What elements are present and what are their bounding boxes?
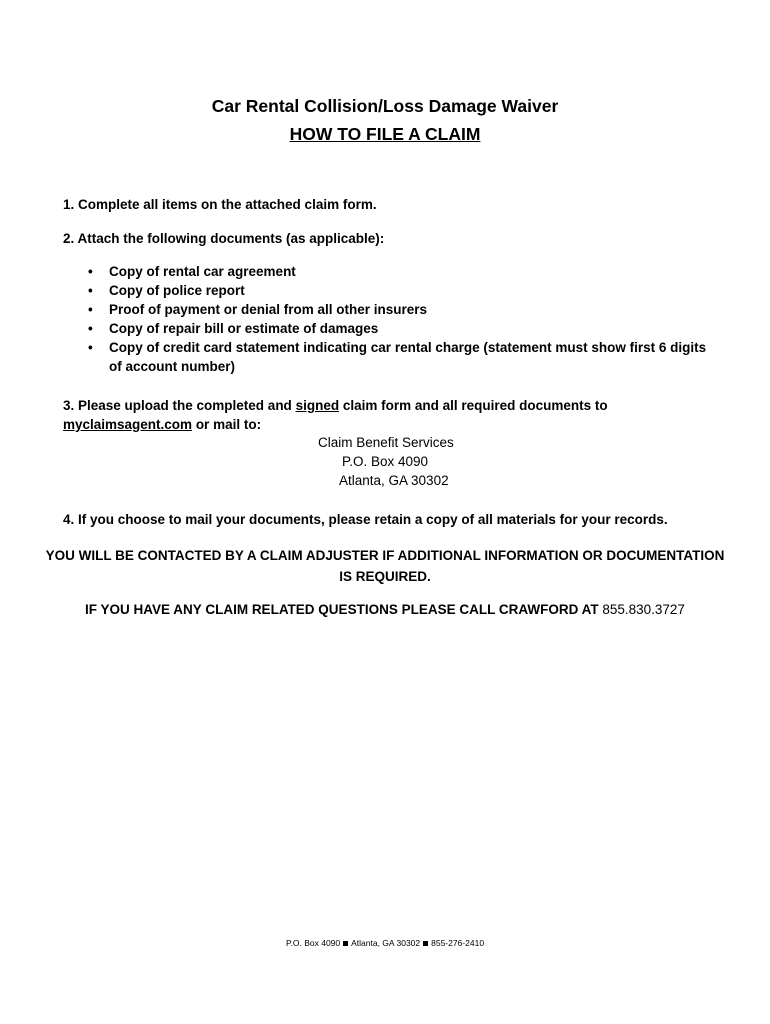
square-bullet-icon [343, 941, 348, 946]
step-3 [63, 396, 713, 415]
bullet-icon: • [88, 321, 93, 336]
bullet-icon: • [88, 264, 93, 279]
bullet-icon: • [88, 283, 93, 298]
step-1: 1. Complete all items on the attached claim form. [63, 197, 377, 212]
list-item-text: Copy of credit card statement indicating car rental charge (statement must show first 6 digits [109, 340, 707, 355]
page-footer [0, 937, 770, 949]
bullet-icon: • [88, 302, 93, 317]
list-item-text: Copy of police report [109, 283, 245, 298]
questions-text: IF YOU HAVE ANY CLAIM RELATED QUESTIONS PLEASE CALL CRAWFORD AT [85, 602, 599, 617]
questions-line [30, 599, 740, 620]
step-3-line-2 [63, 415, 713, 434]
list-item-text-continued: of account number) [109, 359, 236, 374]
address-box: P.O. Box 4090 [342, 454, 429, 469]
step-3-text-cont: claim form and all required documents to [339, 398, 608, 413]
footer-phone: 855-276-2410 [431, 938, 485, 948]
list-item [63, 319, 713, 338]
step-3-text: 3. Please upload the completed and [63, 398, 296, 413]
list-item [63, 281, 713, 300]
list-item-text: Copy of rental car agreement [109, 264, 296, 279]
crawford-phone[interactable]: 855.830.3727 [602, 602, 685, 617]
address-city: Atlanta, GA 30302 [339, 473, 449, 488]
footer-city: Atlanta, GA 30302 [351, 938, 421, 948]
list-item-text: Copy of repair bill or estimate of damages [109, 321, 379, 336]
list-item [63, 262, 713, 281]
document-list [63, 262, 713, 376]
bullet-icon: • [88, 340, 93, 355]
step-2: 2. Attach the following documents (as applicable): [63, 231, 385, 246]
adjuster-notice-line-2: IS REQUIRED. [339, 569, 431, 584]
myclaimsagent-link[interactable]: myclaimsagent.com [63, 417, 193, 432]
list-item-text: Proof of payment or denial from all other insurers [109, 302, 428, 317]
list-item [63, 300, 713, 319]
adjuster-notice-line-1: YOU WILL BE CONTACTED BY A CLAIM ADJUSTER IF ADDITIONAL INFORMATION OR DOCUMENTATION [45, 548, 725, 563]
signed-emphasis: signed [295, 398, 340, 413]
step-4: 4. If you choose to mail your documents, please retain a copy of all materials for your records. [63, 512, 668, 527]
page-title: Car Rental Collision/Loss Damage Waiver [211, 96, 559, 116]
step-3-mail-text: or mail to: [192, 417, 262, 432]
footer-box: P.O. Box 4090 [285, 938, 341, 948]
address-name: Claim Benefit Services [318, 435, 454, 450]
page-subtitle: HOW TO FILE A CLAIM [289, 124, 481, 144]
square-bullet-icon [423, 941, 428, 946]
adjuster-notice [30, 545, 740, 587]
list-item [63, 338, 713, 376]
